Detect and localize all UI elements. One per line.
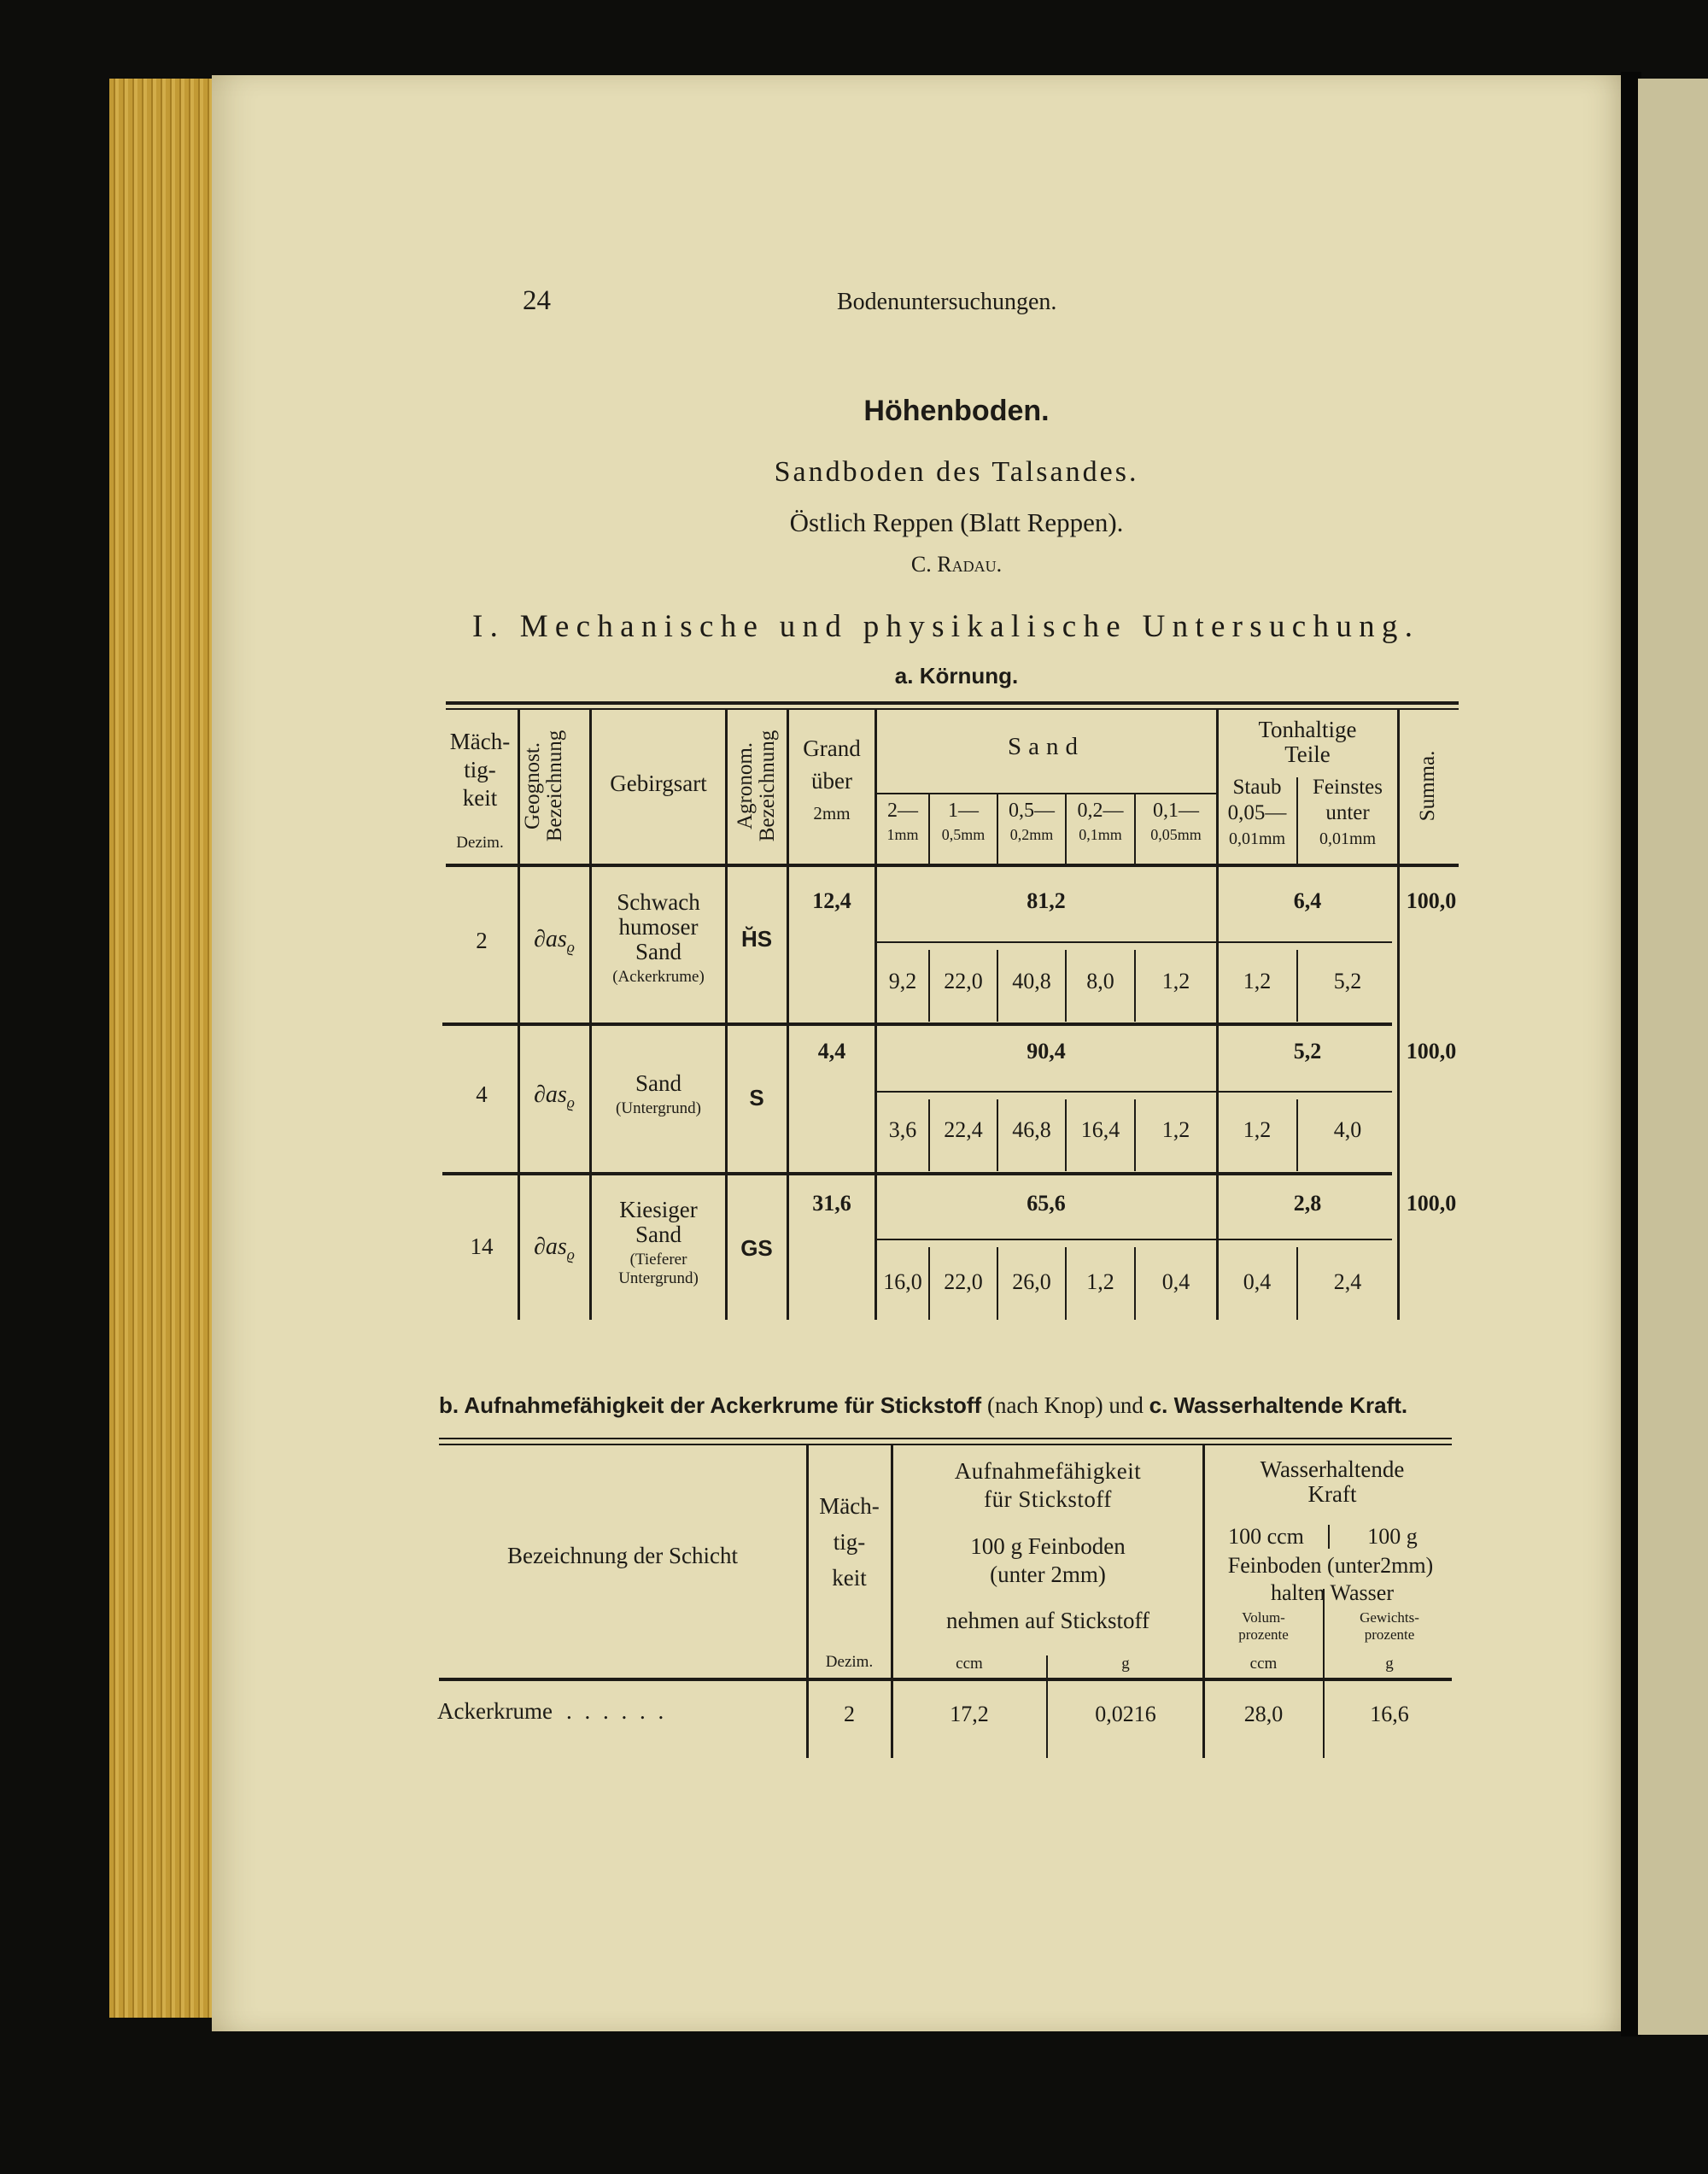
cell-maechtigkeit: 2 xyxy=(476,928,488,953)
col-maechtigkeit-l1: Mäch- xyxy=(449,729,511,754)
col-nehmen: nehmen auf Stickstoff xyxy=(946,1608,1149,1633)
col-summa: Summa. xyxy=(1416,750,1439,822)
col-feinboden: 100 g Feinboden (unter 2mm) xyxy=(970,1533,1126,1587)
col-geognost: Geognost. Bezeichnung xyxy=(521,730,566,842)
cell-summa: 100,0 xyxy=(1406,888,1457,913)
cell-gebirgsart: Schwach humoser Sand (Ackerkrume) xyxy=(612,889,705,986)
col-b-maechtigkeit-l3: keit xyxy=(832,1565,867,1591)
cell-ton-total: 5,2 xyxy=(1293,1039,1322,1064)
cell-sand-total: 90,4 xyxy=(1027,1039,1066,1064)
cell-feinstes: 4,0 xyxy=(1333,1117,1362,1142)
cell-sand-4: 16,4 xyxy=(1080,1117,1120,1142)
cell-schicht: Ackerkrume . . . . . . xyxy=(437,1698,668,1724)
cell-maechtigkeit: 14 xyxy=(470,1233,494,1259)
cell-sand-1: 16,0 xyxy=(883,1269,922,1294)
col-wasser: Wasserhaltende Kraft xyxy=(1260,1456,1405,1507)
col-aufnahme: Aufnahmefähigkeit für Stickstoff xyxy=(954,1458,1142,1512)
col-gew-unit: g xyxy=(1385,1655,1394,1673)
cell-geognost: $\partial as_ϱ$ xyxy=(534,1233,575,1263)
col-halten: halten Wasser xyxy=(1271,1580,1394,1605)
col-sand-frac-1: 2— 1mm xyxy=(886,800,919,843)
col-grand-l3: 2mm xyxy=(813,803,851,823)
cell-sand-3: 40,8 xyxy=(1012,969,1051,993)
next-page-edge xyxy=(1638,79,1708,2035)
cell-feinstes: 5,2 xyxy=(1333,969,1362,993)
cell-sand-total: 65,6 xyxy=(1027,1191,1066,1216)
cell-sand-5: 1,2 xyxy=(1161,969,1190,993)
cell-sand-2: 22,0 xyxy=(944,1269,983,1294)
col-grand-l2: über xyxy=(811,768,852,794)
page-number: 24 xyxy=(523,285,551,316)
section-heading: I. Mechanische und physikalische Untersuchung. xyxy=(472,609,1420,644)
cell-ton-total: 6,4 xyxy=(1293,888,1322,913)
cell-geognost: $\partial as_ϱ$ xyxy=(534,926,575,956)
cell-sand-5: 1,2 xyxy=(1161,1117,1190,1142)
cell-sand-3: 26,0 xyxy=(1012,1269,1051,1294)
col-sand: Sand xyxy=(1008,733,1085,760)
cell-grand: 31,6 xyxy=(812,1191,851,1216)
cell-staub: 0,4 xyxy=(1243,1269,1272,1294)
cell-sand-1: 3,6 xyxy=(888,1117,917,1142)
cell-summa: 100,0 xyxy=(1406,1039,1457,1064)
col-vol-unit: ccm xyxy=(1249,1655,1278,1673)
col-w100g: 100 g xyxy=(1367,1524,1418,1549)
location: Östlich Reppen (Blatt Reppen). xyxy=(789,507,1124,537)
cell-sand-2: 22,0 xyxy=(944,969,983,993)
cell-sand-4: 8,0 xyxy=(1086,969,1114,993)
col-schicht: Bezeichnung der Schicht xyxy=(507,1543,738,1568)
section-subheading: a. Körnung. xyxy=(894,663,1019,689)
page-title: Höhenboden. xyxy=(863,395,1050,427)
author: C. Radau. xyxy=(910,552,1003,577)
cell-b-vol: 28,0 xyxy=(1243,1702,1284,1726)
cell-gebirgsart: Kiesiger Sand (Tieferer Untergrund) xyxy=(618,1197,699,1287)
col-b-maechtigkeit-unit: Dezim. xyxy=(825,1653,874,1671)
cell-agronom: H̆S xyxy=(740,926,773,952)
col-maechtigkeit-l2: tig- xyxy=(464,757,496,782)
cell-grand: 4,4 xyxy=(817,1039,846,1064)
cell-b-maechtigkeit: 2 xyxy=(844,1702,855,1726)
cell-agronom: S xyxy=(749,1085,764,1110)
col-gewichts: Gewichts- prozente xyxy=(1360,1609,1419,1643)
cell-ton-total: 2,8 xyxy=(1293,1191,1322,1216)
col-feinstes: Feinstes unter 0,01mm xyxy=(1313,776,1383,848)
running-head: Bodenuntersuchungen. xyxy=(837,289,1057,315)
col-ccm: ccm xyxy=(956,1655,983,1673)
cell-sand-1: 9,2 xyxy=(888,969,917,993)
cell-agronom: GS xyxy=(740,1235,773,1261)
subtitle: Sandboden des Talsandes. xyxy=(774,456,1139,488)
col-grand-l1: Grand xyxy=(803,735,861,761)
col-gebirgsart: Gebirgsart xyxy=(610,771,707,796)
cell-sand-total: 81,2 xyxy=(1027,888,1066,913)
col-b-maechtigkeit-l2: tig- xyxy=(833,1529,866,1555)
col-tonhaltige-l2: Teile xyxy=(1284,741,1331,767)
col-sand-frac-2: 1— 0,5mm xyxy=(941,800,986,843)
cell-b-gew: 16,6 xyxy=(1370,1702,1409,1726)
cell-sand-3: 46,8 xyxy=(1012,1117,1051,1142)
col-tonhaltige-l1: Tonhaltige xyxy=(1258,717,1357,742)
cell-gebirgsart: Sand (Untergrund) xyxy=(616,1070,701,1117)
col-w100ccm: 100 ccm xyxy=(1228,1524,1304,1549)
page-edges xyxy=(109,79,220,2018)
col-maechtigkeit-l3: keit xyxy=(462,785,498,811)
col-sand-frac-5: 0,1— 0,05mm xyxy=(1150,800,1202,843)
cell-summa: 100,0 xyxy=(1406,1191,1457,1216)
col-b-maechtigkeit-l1: Mäch- xyxy=(819,1493,880,1519)
cell-sand-4: 1,2 xyxy=(1086,1269,1114,1294)
cell-geognost: $\partial as_ϱ$ xyxy=(534,1081,575,1111)
col-g: g xyxy=(1121,1655,1130,1673)
section-b-heading: b. Aufnahmefähigkeit der Ackerkrume für Stickstoff (nach Knop) und c. Wasserhaltende Kraft. xyxy=(439,1392,1408,1418)
cell-b-g: 0,0216 xyxy=(1095,1702,1156,1726)
cell-sand-5: 0,4 xyxy=(1161,1269,1190,1294)
cell-staub: 1,2 xyxy=(1243,1117,1272,1142)
col-wfeinboden: Feinboden (unter2mm) xyxy=(1227,1553,1434,1578)
cell-b-ccm: 17,2 xyxy=(950,1702,989,1726)
cell-staub: 1,2 xyxy=(1243,969,1272,993)
cell-grand: 12,4 xyxy=(812,888,851,913)
cell-maechtigkeit: 4 xyxy=(476,1081,488,1107)
col-volum: Volum- prozente xyxy=(1238,1609,1289,1643)
cell-sand-2: 22,4 xyxy=(944,1117,983,1142)
col-sand-frac-4: 0,2— 0,1mm xyxy=(1077,800,1124,843)
col-agronom: Agronom. Bezeichnung xyxy=(734,730,779,842)
cell-feinstes: 2,4 xyxy=(1333,1269,1362,1294)
col-maechtigkeit-unit: Dezim. xyxy=(456,834,504,852)
col-sand-frac-3: 0,5— 0,2mm xyxy=(1009,800,1055,843)
col-staub: Staub 0,05— 0,01mm xyxy=(1227,776,1287,848)
